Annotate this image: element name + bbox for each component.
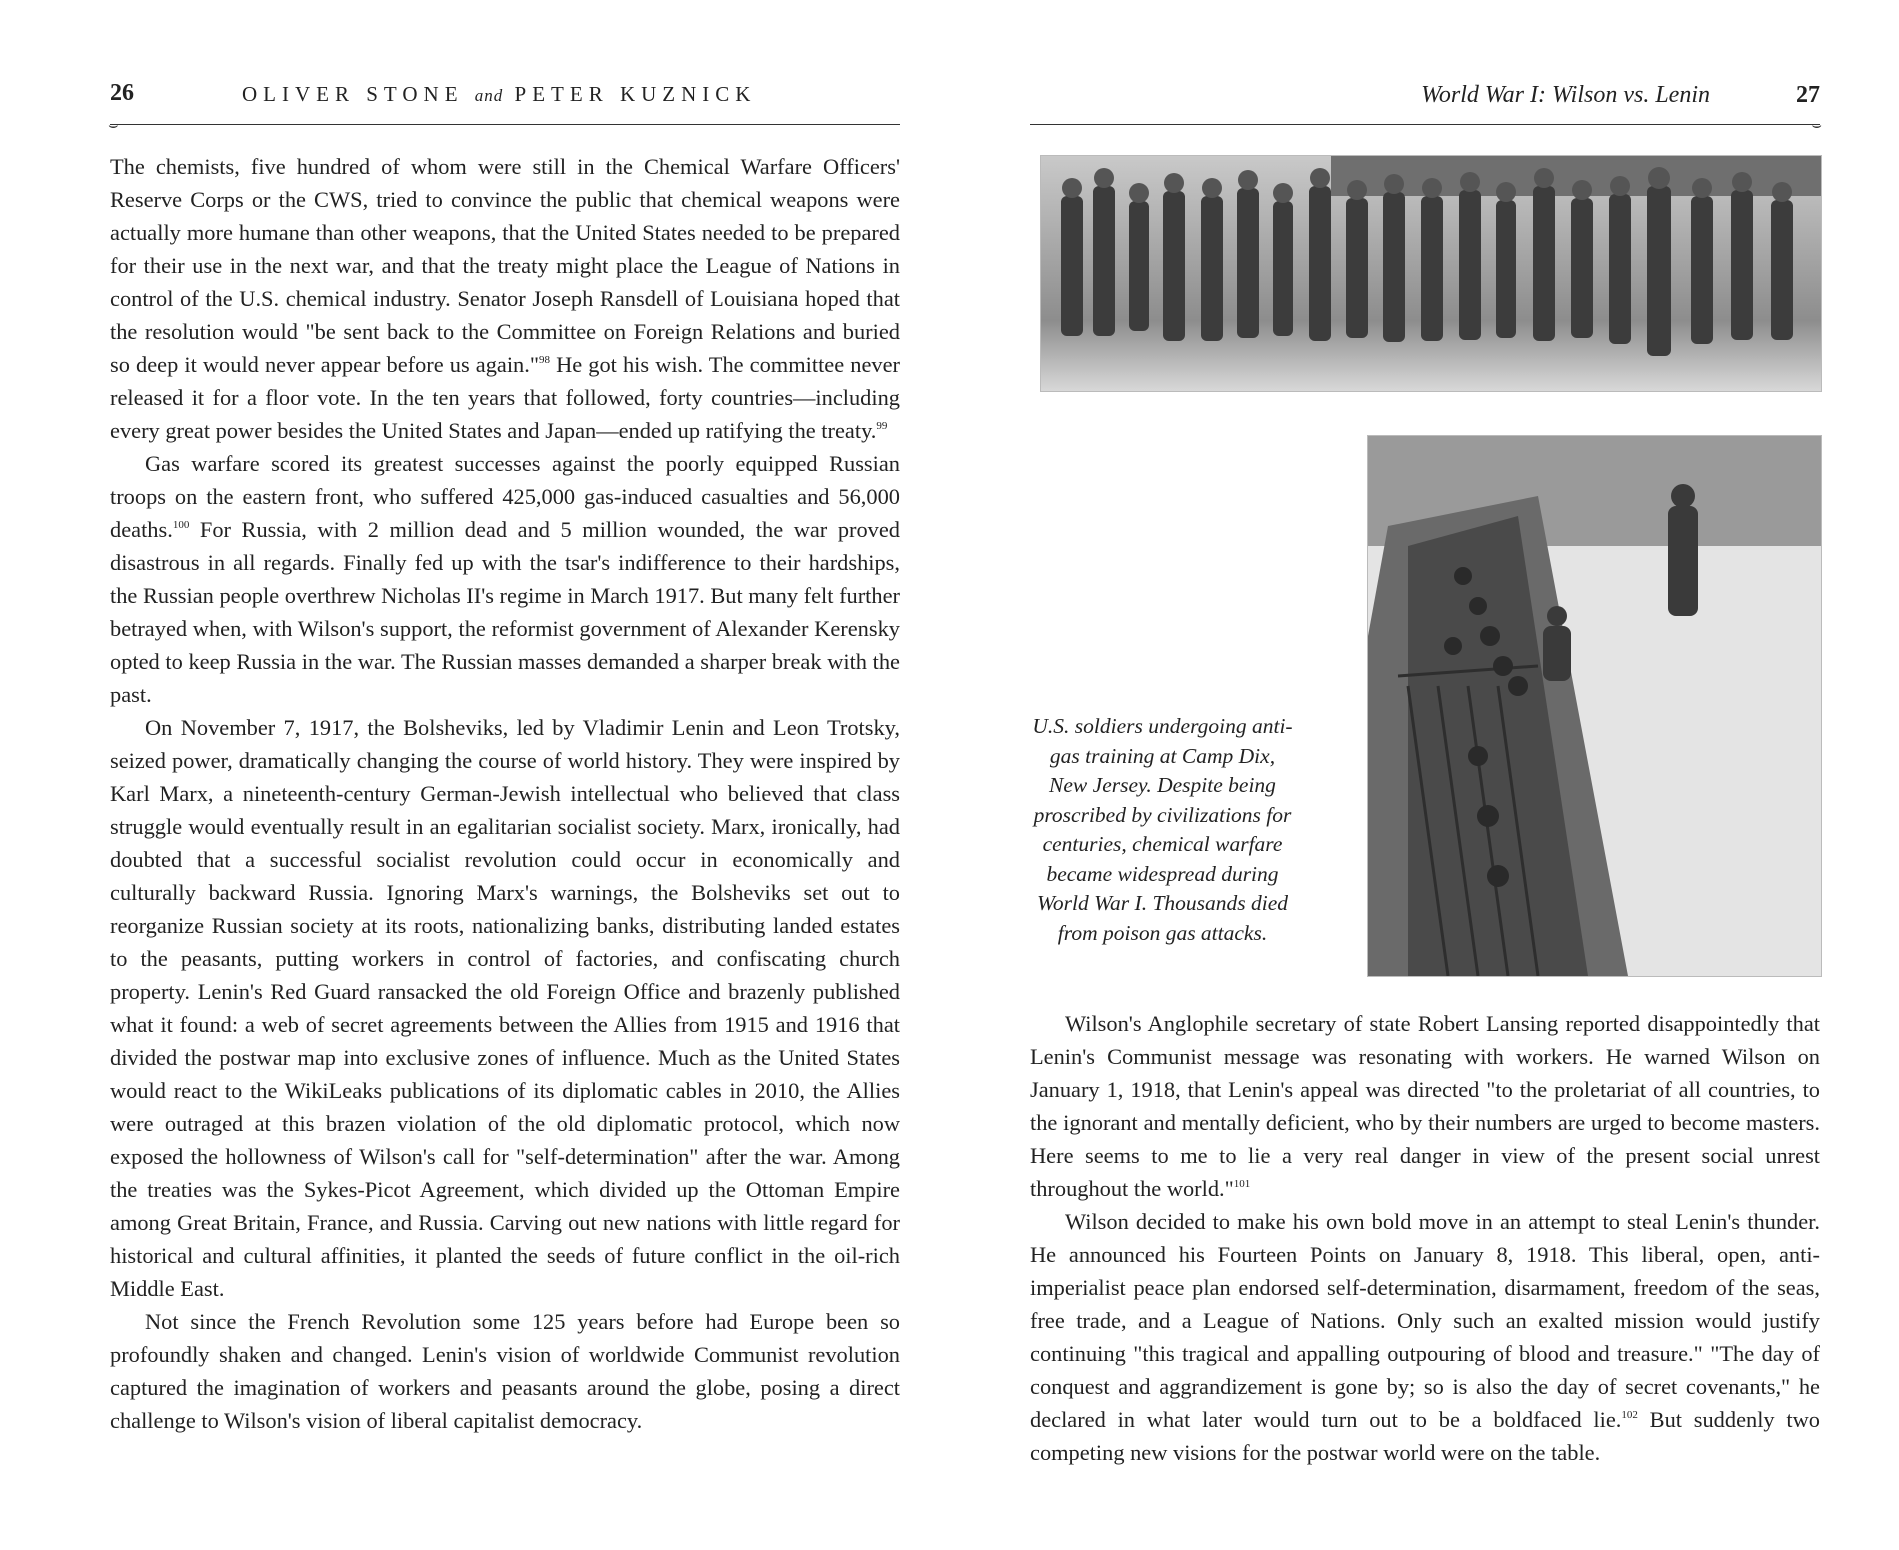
photo-trench-training — [1367, 435, 1822, 977]
paragraph: The chemists, five hundred of whom were still in the Chemical Warfare Officers' Reserve Corps or the CWS, tried to convince the public that chemical weapons were actually more humane than other weapons, that the United States needed to be prepared for their use in the next war, and that the treaty might place the League of Nations in control of the U.S. chemical industry. Senator Joseph Ransdell of Louisiana hoped that the resolution would "be sent back to the Committee on Foreign Relations and buried so deep it would never appear before us again."$^{98}$ He got his wish. The committee never released it for a floor vote. In the ten years that followed, forty countries—including every great power besides the United States and Japan—ended up ratifying the treaty.$^{99}$ — [110, 154, 900, 443]
footnote-ref: 100 — [172, 519, 190, 531]
right-page — [1030, 0, 1820, 1550]
ornament-right: ⌣ — [1811, 117, 1822, 134]
paragraph: Wilson's Anglophile secretary of state Robert Lansing reported disappointedly that Lenin's Communist message was resonating with workers. He warned Wilson on January 1, 1918, that Lenin's appeal was directed "to the proletariat of all countries, to the ignorant and mentally deficient, who by their numbers are urged to become masters. Here seems to me to lie a very real danger in view of the present social unrest throughout the world."$^{101}$ — [1030, 1011, 1820, 1201]
left-page — [110, 0, 900, 1550]
footnote-ref: 98 — [539, 354, 550, 366]
paragraph: Not since the French Revolution some 125 years before had Europe been so profoundly shaken and changed. Lenin's vision of worldwide Communist revolution captured the imagination of workers and peasants around the globe, posing a direct challenge to Wilson's vision of liberal capitalist democracy. — [110, 1309, 900, 1433]
footnote-ref: 102 — [1621, 1409, 1638, 1421]
body-text-right — [1030, 1007, 1820, 1469]
photo-soldiers-gas-masks — [1040, 155, 1822, 392]
header-rule-right — [1030, 124, 1820, 125]
body-text-left — [110, 150, 900, 1437]
running-head-author-2: PETER KUZNICK — [514, 82, 757, 106]
paragraph: Wilson decided to make his own bold move in an attempt to steal Lenin's thunder. He announced his Fourteen Points on January 8, 1918. This liberal, open, anti-imperialist peace plan endorsed self-determination, disarmament, freedom of the seas, free trade, and a League of Nations. Only such an exalted mission would justify continuing "this tragical and appalling outpouring of blood and treasure." "The day of conquest and aggrandizement is gone by; so is also the day of secret covenants," he declared in what later would turn out to be a boldfaced lie.$^{102}$ But suddenly two competing new visions for the postwar world were on the table. — [1030, 1209, 1820, 1465]
running-head-right: World War I: Wilson vs. Lenin — [1421, 82, 1710, 108]
paragraph: Gas warfare scored its greatest successes against the poorly equipped Russian troops on the eastern front, who suffered 425,000 gas-induced casualties and 56,000 deaths.$^{100}$ For Russia, with 2 million dead and 5 million wounded, the war proved disastrous in all regards. Finally fed up with the tsar's indifference to their hardships, the Russian people overthrew Nicholas II's regime in March 1917. But many felt further betrayed when, with Wilson's support, the reformist government of Alexander Kerensky opted to keep Russia in the war. The Russian masses demanded a sharper break with the past. — [110, 451, 900, 707]
running-head-left — [242, 82, 756, 107]
header-rule-left — [110, 124, 900, 125]
footnote-ref: 101 — [1233, 1178, 1251, 1190]
footnote-ref: 99 — [876, 420, 888, 432]
page-number-right: 27 — [1796, 82, 1820, 108]
page-number-left: 26 — [110, 80, 134, 106]
paragraph: On November 7, 1917, the Bolsheviks, led by Vladimir Lenin and Leon Trotsky, seized power, dramatically changing the course of world history. They were inspired by Karl Marx, a nineteenth-century German-Jewish intellectual who believed that class struggle would eventually result in an egalitarian socialist society. Marx, ironically, had doubted that a successful socialist revolution could occur in economically and culturally backward Russia. Ignoring Marx's warnings, the Bolsheviks set out to reorganize Russian society at its roots, nationalizing banks, distributing landed estates to the peasants, putting workers in control of factories, and confiscating church property. Lenin's Red Guard ransacked the old Foreign Office and brazenly published what it found: a web of secret agreements between the Allies from 1915 and 1916 that divided the postwar map into exclusive zones of influence. Much as the United States would react to the WikiLeaks publications of its diplomatic cables in 2010, the Allies were outraged at this brazen violation of the old diplomatic protocol, which now exposed the hollowness of Wilson's call for "self-determination" after the war. Among the treaties was the Sykes-Picot Agreement, which divided up the Ottoman Empire among Great Britain, France, and Russia. Carving out new nations with little regard for historical and cultural affinities, it planted the seeds of future conflict in the oil-rich Middle East. — [110, 715, 900, 1301]
photo-caption: U.S. soldiers undergoing anti-gas training at Camp Dix, New Jersey. Despite being proscribed by civilizations for centuries, chemical warfare became widespread during World War I. Thousands died from poison gas attacks. — [1032, 714, 1293, 945]
running-head-and: and — [474, 86, 504, 105]
ornament-left: ⌣ — [108, 117, 119, 134]
running-head-author-1: OLIVER STONE — [242, 82, 464, 106]
